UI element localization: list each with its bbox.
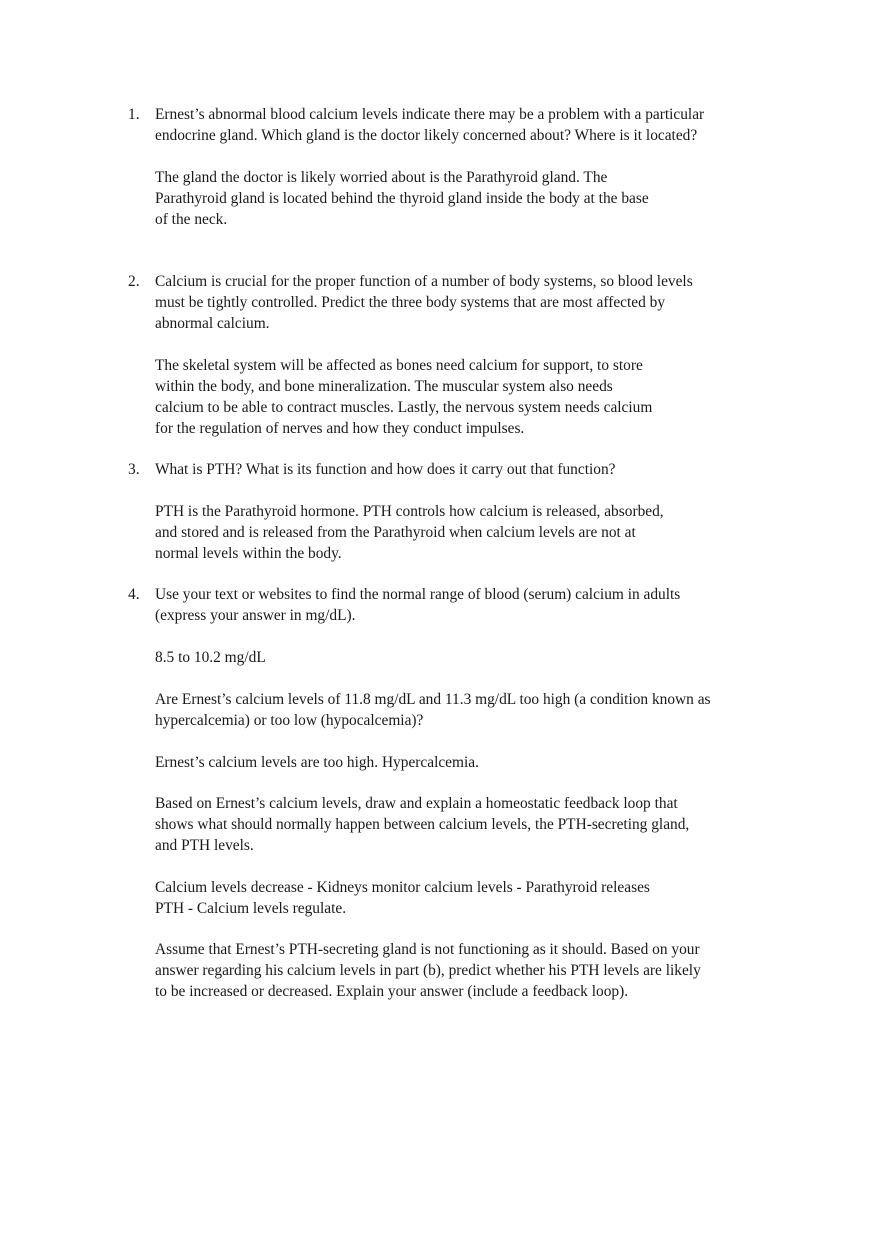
sub-question-c: Based on Ernest’s calcium levels, draw and explain a homeostatic feedback loop that shows what should normally happen between calcium levels, the PTH-secreting gland, and PTH levels. <box>155 795 690 854</box>
sub-question-d: Assume that Ernest’s PTH-secreting gland is not functioning as it should. Based on your answer regarding his calcium levels in part (b), predict whether his PTH levels are likely to be increased or decreased. Explain your answer (include a feedback loop). <box>155 941 701 1000</box>
question-text: Calcium is crucial for the proper function of a number of body systems, so blood levels must be tightly controlled. Predict the three body systems that are most affected by abnormal calcium. <box>155 273 693 332</box>
question-text: Use your text or websites to find the normal range of blood (serum) calcium in adults (express your answer in mg/dL). <box>155 586 681 624</box>
answer-text: The skeletal system will be affected as bones need calcium for support, to store within the body, and bone mineralization. The muscular system also needs calcium to be able to contract muscles. Lastly, the nervous system needs calcium for the regulation of nerves and how they conduct impulses. <box>155 357 653 437</box>
answer-text: 8.5 to 10.2 mg/dL <box>155 649 266 666</box>
question-number: 1. <box>128 106 140 123</box>
question-number: 2. <box>128 273 140 290</box>
answer-text: The gland the doctor is likely worried about is the Parathyroid gland. The Parathyroid gland is located behind the thyroid gland inside the body at the base of the neck. <box>155 169 649 228</box>
question-text: What is PTH? What is its function and how does it carry out that function? <box>155 461 616 478</box>
sub-question-b: Are Ernest’s calcium levels of 11.8 mg/dL and 11.3 mg/dL too high (a condition known as hypercalcemia) or too low (hypocalcemia)? <box>155 691 711 729</box>
sub-answer-b: Ernest’s calcium levels are too high. Hypercalcemia. <box>155 754 479 771</box>
question-number: 3. <box>128 461 140 478</box>
answer-text: PTH is the Parathyroid hormone. PTH controls how calcium is released, absorbed, and stored and is released from the Parathyroid when calcium levels are not at normal levels within the body. <box>155 503 664 562</box>
question-text: Ernest’s abnormal blood calcium levels indicate there may be a problem with a particular endocrine gland. Which gland is the doctor likely concerned about? Where is it located? <box>155 106 705 144</box>
question-number: 4. <box>128 586 140 603</box>
sub-answer-c: Calcium levels decrease - Kidneys monitor calcium levels - Parathyroid releases PTH - Calcium levels regulate. <box>155 879 650 917</box>
